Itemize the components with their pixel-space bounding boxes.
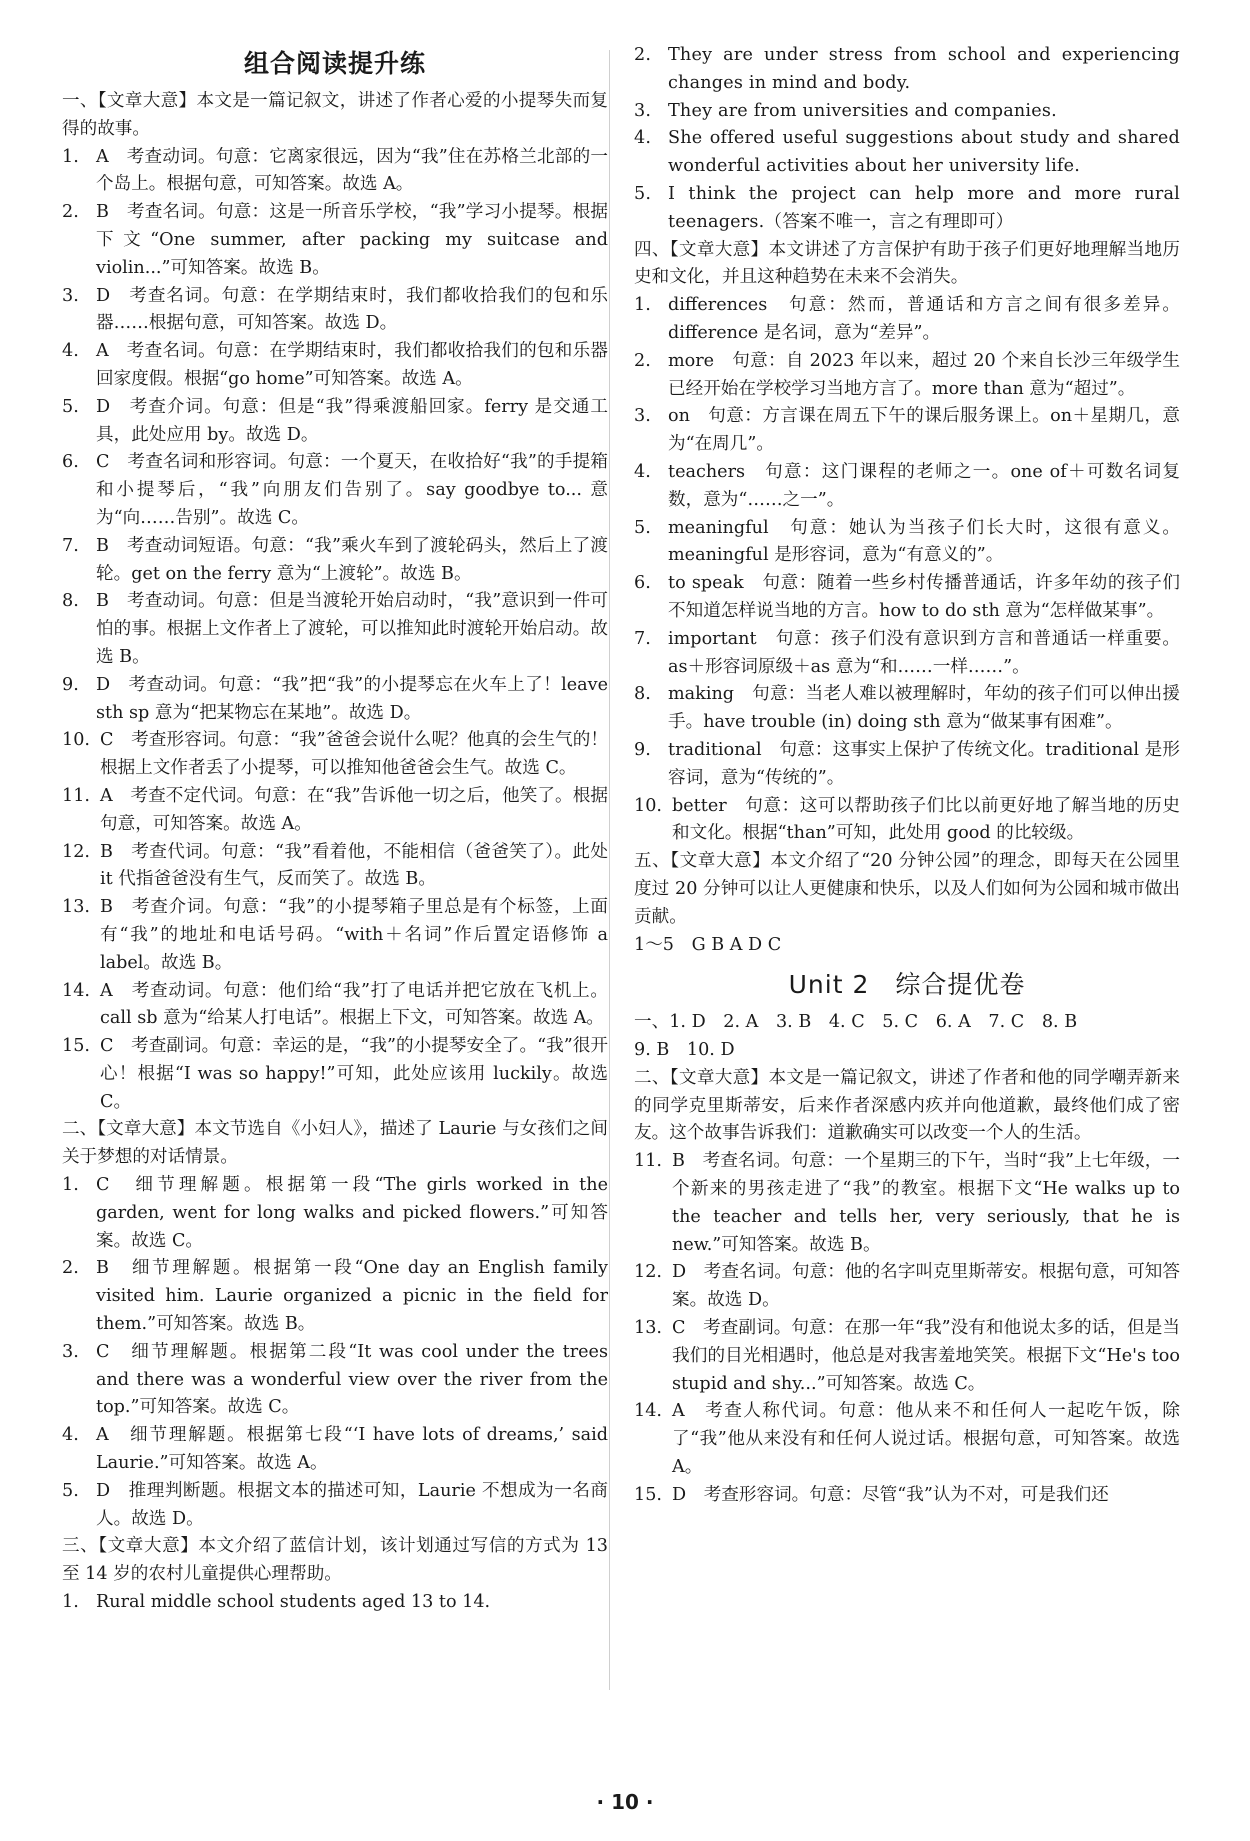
answer-item: 4. She offered useful suggestions about study and shared wonderful activities about her university life.: [634, 128, 1180, 177]
answer-item: 5. D 推理判断题。根据文本的描述可知，Laurie 不想成为一名商人。故选 D。: [62, 1480, 608, 1529]
answer-item: 2. more 句意：自 2023 年以来，超过 20 个来自长沙三年级学生已经开始在学校学习当地方言了。more than 意为“超过”。: [634, 350, 1180, 399]
answer-item: 11. A 考查不定代词。句意：在“我”告诉他一切之后，他笑了。根据句意，可知答案。故选 A。: [62, 785, 608, 834]
passage-summary-4: 四、【文章大意】本文讲述了方言保护有助于孩子们更好地理解当地历史和文化，并且这种趋势在未来不会消失。: [634, 239, 1180, 288]
answer-item: 5. meaningful 句意：她认为当孩子们长大时，这很有意义。meaningful 是形容词，意为“有意义的”。: [634, 517, 1180, 566]
passage-summary-5: 五、【文章大意】本文介绍了“20 分钟公园”的理念，即每天在公园里度过 20 分钟可以让人更健康和快乐，以及人们如何为公园和城市做出贡献。: [634, 851, 1180, 927]
answer-list-2: [62, 1172, 608, 1533]
answer-list-1: [62, 144, 608, 1117]
answer-item: 1. A 考查动词。句意：它离家很远，因为“我”住在苏格兰北部的一个岛上。根据句意，可知答案。故选 A。: [62, 146, 608, 195]
passage-summary-1: 一、【文章大意】本文是一篇记叙文，讲述了作者心爱的小提琴失而复得的故事。: [62, 91, 608, 139]
answer-item: 14. A 考查人称代词。句意：他从来不和任何人一起吃午饭，除了“我”他从来没有和任何人说过话。根据句意，可知答案。故选 A。: [634, 1401, 1180, 1478]
answer-item: 13. C 考查副词。句意：在那一年“我”没有和他说太多的话，但是当我们的目光相遇时，他总是对我害羞地笑笑。根据下文“He's too stupid and shy...”可知答案。故选 C。: [634, 1318, 1180, 1394]
answer-item: 8. B 考查动词。句意：但是当渡轮开始启动时，“我”意识到一件可怕的事。根据上文作者上了渡轮，可以推知此时渡轮开始启动。故选 B。: [62, 591, 608, 667]
answer-item: 1. differences 句意：然而，普通话和方言之间有很多差异。difference 是名词，意为“差异”。: [634, 295, 1180, 343]
answer-item: 10. better 句意：这可以帮助孩子们比以前更好地了解当地的历史和文化。根据“than”可知，此处用 good 的比较级。: [634, 795, 1180, 844]
answer-item: 9. traditional 句意：这事实上保护了传统文化。traditional 是形容词，意为“传统的”。: [634, 739, 1180, 788]
answer-item: 8. making 句意：当老人难以被理解时，年幼的孩子们可以伸出援手。have trouble (in) doing sth 意为“做某事有困难”。: [634, 684, 1180, 733]
passage-summary-2: 二、【文章大意】本文节选自《小妇人》，描述了 Laurie 与女孩们之间关于梦想的对话情景。: [62, 1119, 608, 1168]
answer-list-4: [634, 292, 1180, 848]
answer-item: 4. teachers 句意：这门课程的老师之一。one of＋可数名词复数，意为“……之一”。: [634, 461, 1180, 510]
left-column: [62, 42, 608, 1617]
answer-key-5: 1～5 G B A D C: [634, 934, 782, 955]
answer-list-3: [62, 1589, 608, 1617]
answer-item: 11. B 考查名词。句意：一个星期三的下午，当时“我”上七年级，一个新来的男孩走进了“我”的教室。根据下文“He walks up to the teacher and tells her, very seriously, that he is new.”可知答案。故选 B。: [634, 1151, 1180, 1255]
answer-item: 2. B 细节理解题。根据第一段“One day an English family visited him. Laurie organized a picnic in the field for them.”可知答案。故选 B。: [62, 1258, 608, 1335]
passage-summary-3: 三、【文章大意】本文介绍了蓝信计划，该计划通过写信的方式为 13 至 14 岁的农村儿童提供心理帮助。: [62, 1536, 608, 1585]
unit-title: Unit 2 综合提优卷: [788, 970, 1026, 1000]
answer-item: 2. They are under stress from school and experiencing changes in mind and body.: [634, 45, 1180, 93]
answer-item: 7. B 考查动词短语。句意：“我”乘火车到了渡轮码头，然后上了渡轮。get on the ferry 意为“上渡轮”。故选 B。: [62, 535, 608, 584]
answer-item: 1. Rural middle school students aged 13 to 14.: [62, 1592, 491, 1613]
answer-item: 4. A 细节理解题。根据第七段“‘I have lots of dreams,’ said Laurie.”可知答案。故选 A。: [62, 1425, 608, 1474]
answer-item: 13. B 考查介词。句意：“我”的小提琴箱子里总是有个标签，上面有“我”的地址和电话号码。“with＋名词”作后置定语修饰 a label。故选 B。: [62, 897, 608, 973]
answer-item: 2. B 考查名词。句意：这是一所音乐学校，“我”学习小提琴。根据下文“One summer, after packing my suitcase and violin...”可知答案。故选 B。: [62, 202, 608, 278]
mc-answers-line-2: 9. B 10. D: [634, 1040, 735, 1061]
answer-item: 3. They are from universities and companies.: [634, 100, 1057, 121]
mc-answers-line-1: 一、1. D 2. A 3. B 4. C 5. C 6. A 7. C 8. B: [634, 1012, 1078, 1033]
answer-item: 15. C 考查副词。句意：幸运的是，“我”的小提琴安全了。“我”很开心！根据“I was so happy!”可知，此处应该用 luckily。故选 C。: [62, 1036, 608, 1112]
answer-item: 3. C 细节理解题。根据第二段“It was cool under the trees and there was a wonderful view over the river from the top.”可知答案。故选 C。: [62, 1341, 608, 1418]
column-divider: [609, 50, 610, 1690]
answer-item: 12. D 考查名词。句意：他的名字叫克里斯蒂安。根据句意，可知答案。故选 D。: [634, 1262, 1180, 1311]
answer-item: 12. B 考查代词。句意：“我”看着他，不能相信（爸爸笑了）。此处 it 代指爸爸没有生气，反而笑了。故选 B。: [62, 841, 608, 890]
answer-item: 5. I think the project can help more and more rural teenagers.（答案不唯一，言之有理即可）: [634, 183, 1180, 232]
answer-item: 7. important 句意：孩子们没有意识到方言和普通话一样重要。as＋形容词原级＋as 意为“和……一样……”。: [634, 628, 1180, 677]
answer-item: 15. D 考查形容词。句意：尽管“我”认为不对，可是我们还: [634, 1484, 1109, 1505]
answer-item: 14. A 考查动词。句意：他们给“我”打了电话并把它放在飞机上。call sb 意为“给某人打电话”。根据上下文，可知答案。故选 A。: [62, 980, 608, 1029]
answer-item: 3. on 句意：方言课在周五下午的课后服务课上。on＋星期几，意为“在周几”。: [634, 406, 1180, 455]
answer-item: 9. D 考查动词。句意：“我”把“我”的小提琴忘在火车上了！leave sth sp 意为“把某物忘在某地”。故选 D。: [62, 674, 608, 723]
answer-item: 1. C 细节理解题。根据第一段“The girls worked in the garden, went for long walks and picked flowers.”可知答案。故选 C。: [62, 1175, 608, 1251]
answer-item: 4. A 考查名词。句意：在学期结束时，我们都收拾我们的包和乐器回家度假。根据“go home”可知答案。故选 A。: [62, 341, 608, 389]
right-column: [634, 42, 1180, 1510]
answer-item: 6. C 考查名词和形容词。句意：一个夏天，在收拾好“我”的手提箱和小提琴后，“我”向朋友们告别了。say goodbye to... 意为“向……告别”。故选 C。: [62, 452, 608, 528]
answer-item: 5. D 考查介词。句意：但是“我”得乘渡船回家。ferry 是交通工具，此处应用 by。故选 D。: [62, 396, 608, 445]
answer-item: 3. D 考查名词。句意：在学期结束时，我们都收拾我们的包和乐器……根据句意，可知答案。故选 D。: [62, 285, 608, 334]
answer-list-3-continued: [634, 42, 1180, 237]
page-number: · 10 ·: [596, 1790, 654, 1814]
passage-summary-unit2: 二、【文章大意】本文是一篇记叙文，讲述了作者和他的同学嘲弄新来的同学克里斯蒂安，后来作者深感内疚并向他道歉，最终他们成了密友。这个故事告诉我们：道歉确实可以改变一个人的生活。: [634, 1067, 1180, 1144]
answer-item: 10. C 考查形容词。句意：“我”爸爸会说什么呢？他真的会生气的！根据上文作者丢了小提琴，可以推知他爸爸会生气。故选 C。: [62, 730, 608, 779]
answer-item: 6. to speak 句意：随着一些乡村传播普通话，许多年幼的孩子们不知道怎样说当地的方言。how to do sth 意为“怎样做某事”。: [634, 573, 1180, 621]
answer-list-unit2: [634, 1148, 1180, 1509]
section-title: 组合阅读提升练: [243, 49, 426, 78]
